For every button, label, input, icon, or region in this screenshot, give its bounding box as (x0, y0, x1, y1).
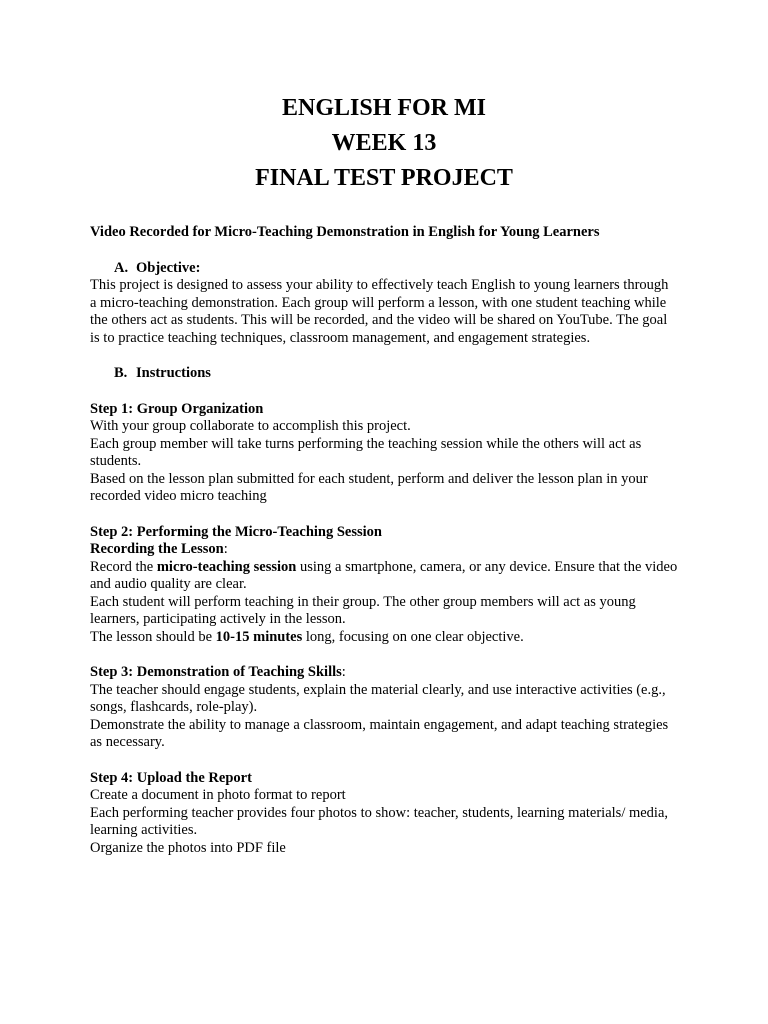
colon: : (223, 541, 228, 557)
lesson-pre: The lesson should be (90, 628, 216, 645)
record-emphasis: micro-teaching session (156, 558, 297, 575)
section-title: Instructions (136, 365, 211, 381)
spacer (90, 242, 678, 260)
step3-title: Step 3: Demonstration of Teaching Skills (90, 664, 342, 680)
step4-line: Each performing teacher provides four photos to show: teacher, students, learning materials/ media, learning activities. (90, 804, 669, 838)
step1-line: Based on the lesson plan submitted for each student, perform and deliver the lesson plan in your recorded video micro teaching (90, 470, 648, 504)
recording-lesson-label: Recording the Lesson (90, 541, 224, 557)
lesson-post: long, focusing on one clear objective. (302, 628, 524, 645)
section-letter: B. (114, 365, 128, 381)
colon: : (341, 664, 346, 680)
spacer (90, 646, 678, 664)
section-instructions-heading (90, 365, 678, 383)
step3-heading (90, 664, 678, 682)
spacer (90, 752, 678, 770)
document-subtitle: Video Recorded for Micro-Teaching Demonstration in English for Young Learners (90, 224, 600, 240)
step4-heading: Step 4: Upload the Report (90, 769, 252, 786)
title-project: FINAL TEST PROJECT (255, 165, 513, 191)
step2-lesson-length-line (90, 629, 678, 647)
step2-heading: Step 2: Performing the Micro-Teaching Session (90, 523, 382, 540)
title-week: WEEK 13 (331, 130, 437, 156)
step2-subheading (90, 541, 678, 559)
step1-line: With your group collaborate to accomplish this project. (90, 418, 411, 434)
spacer (90, 506, 678, 524)
spacer (90, 383, 678, 401)
step4-line: Organize the photos into PDF file (90, 839, 286, 856)
spacer (90, 347, 678, 365)
step2-record-line (90, 559, 678, 594)
document-title (90, 0, 678, 196)
title-course: ENGLISH FOR MI (281, 95, 487, 121)
record-pre: Record the (90, 558, 157, 575)
section-title: Objective: (136, 259, 201, 276)
section-letter: A. (114, 259, 129, 276)
step1-line: Each group member will take turns performing the teaching session while the others will act as students. (90, 435, 642, 469)
step2-each-student-line: Each student will perform teaching in their group. The other group members will act as young learners, participating actively in the lesson. (90, 593, 636, 627)
objective-body: This project is designed to assess your ability to effectively teach English to young learners through a micro-teaching demonstration. Each group will perform a lesson, with one student teaching while the others act as students. This will be recorded, and the video will be shared on YouTube. The goal is to practice teaching techniques, classroom management, and engagement strategies. (90, 277, 669, 346)
lesson-duration: 10-15 minutes (215, 628, 303, 645)
step1-heading: Step 1: Group Organization (90, 400, 264, 417)
step4-line: Create a document in photo format to report (90, 787, 346, 803)
section-objective-heading (90, 260, 678, 278)
step3-line: Demonstrate the ability to manage a classroom, maintain engagement, and adapt teaching strategies as necessary. (90, 716, 669, 750)
step3-line: The teacher should engage students, explain the material clearly, and use interactive activities (e.g., songs, flashcards, role-play). (90, 681, 666, 715)
record-post: using a smartphone, camera, or any device. Ensure that the video and audio quality are clear. (90, 558, 678, 592)
